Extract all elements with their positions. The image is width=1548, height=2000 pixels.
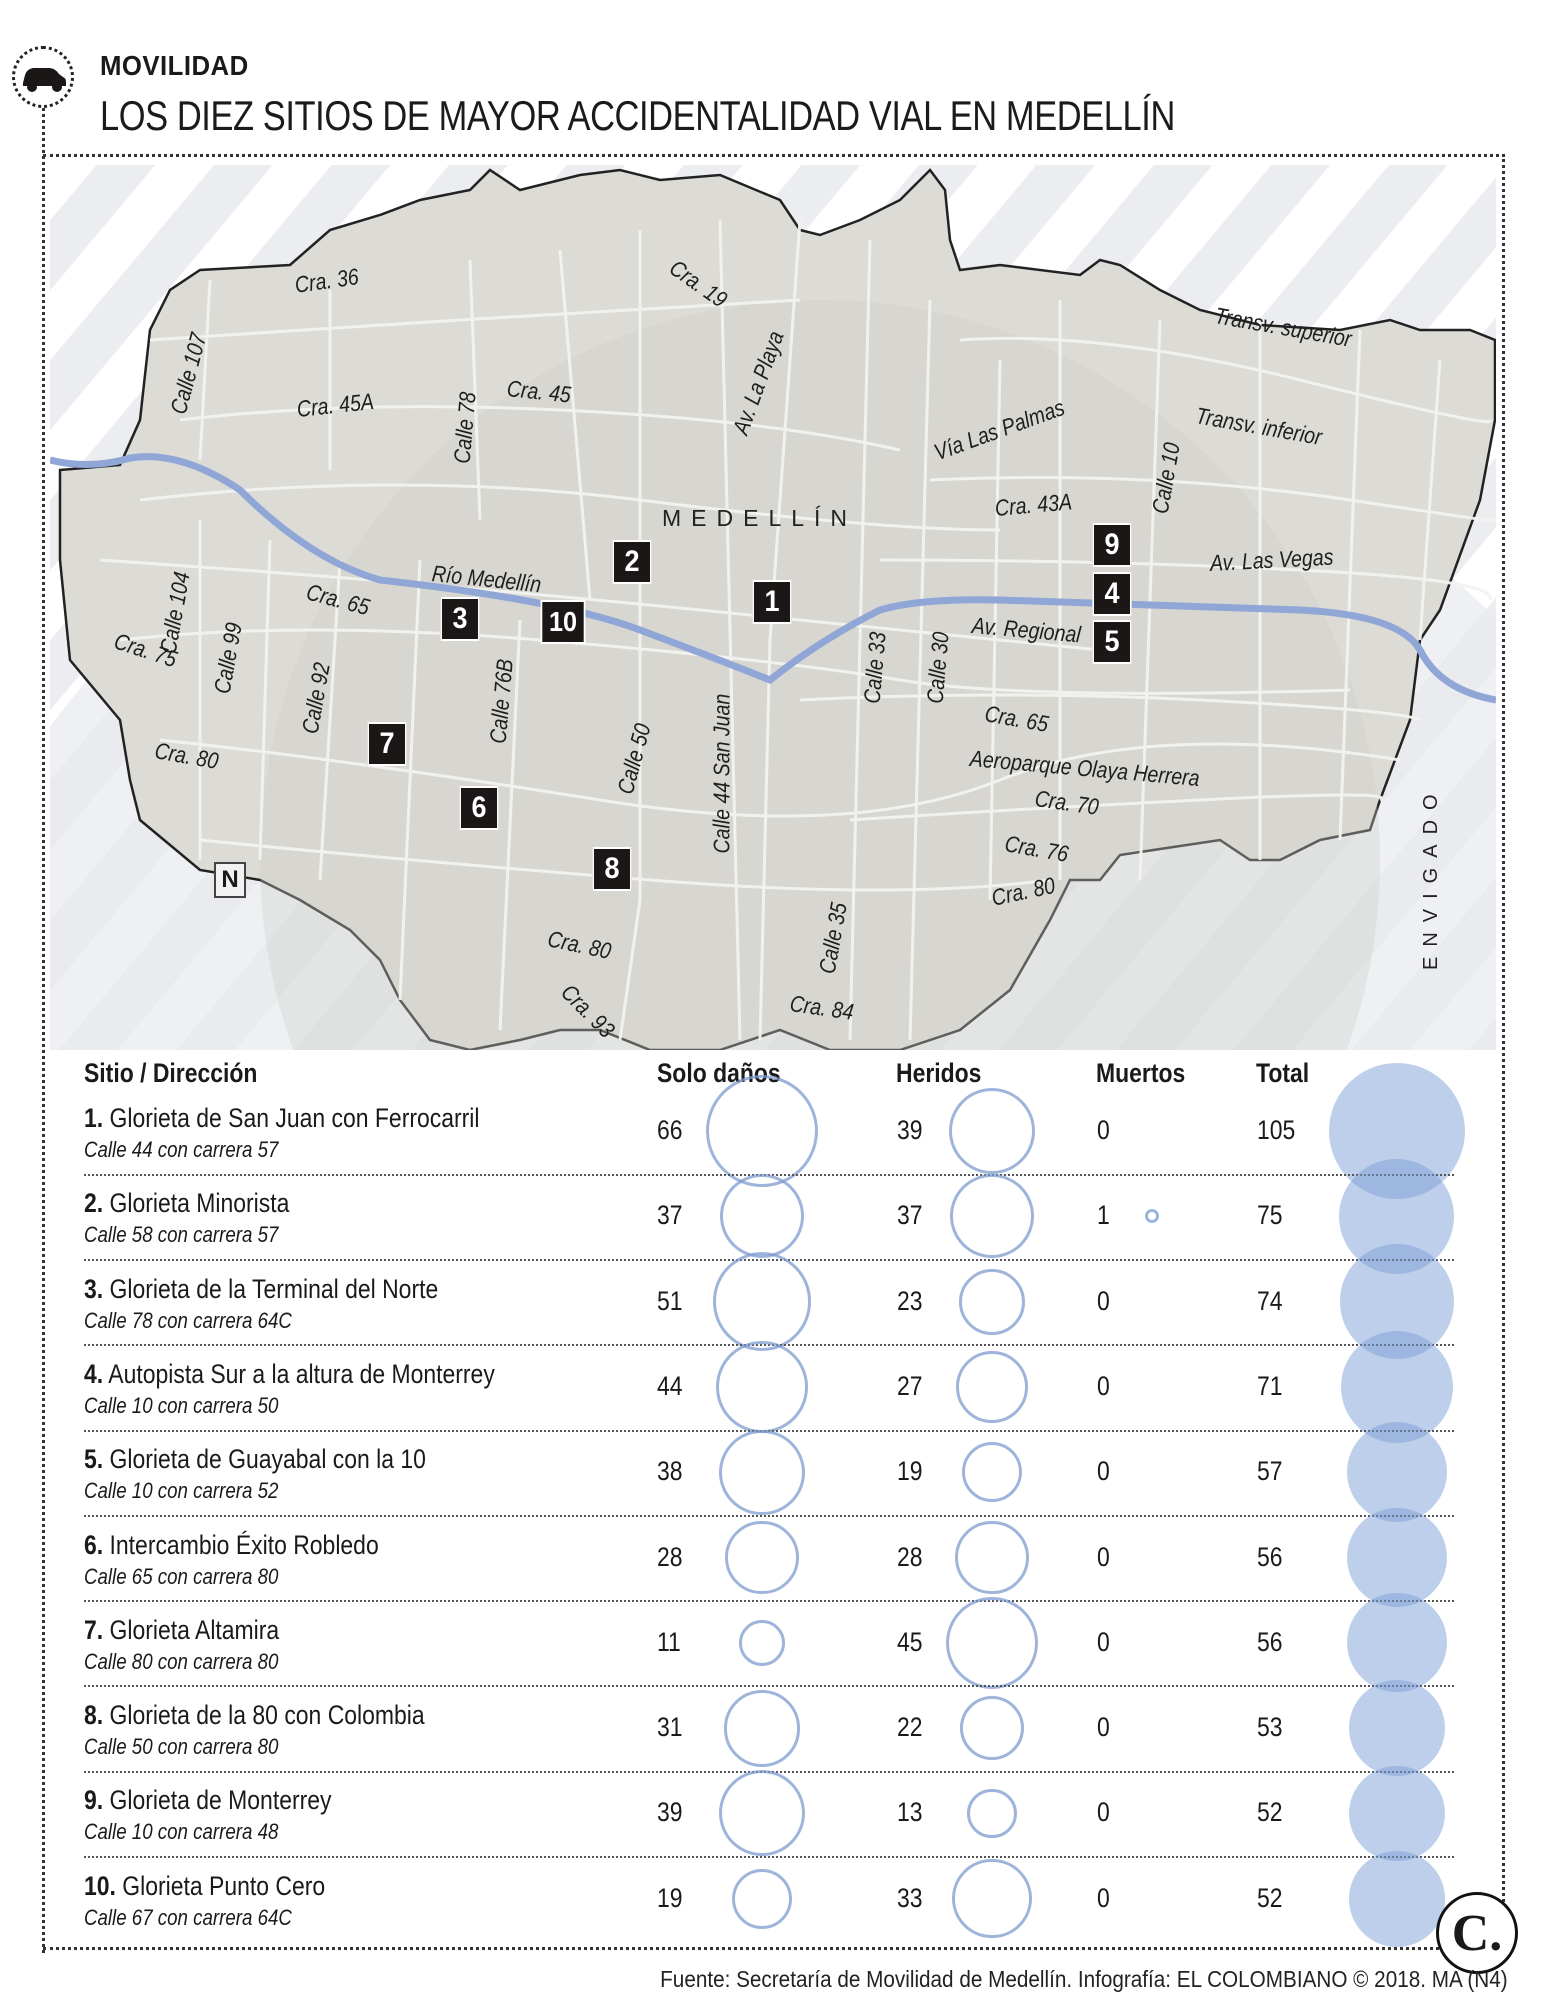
street-label: Calle 44 San Juan — [708, 693, 735, 854]
total-value: 53 — [1257, 1712, 1283, 1743]
site-address: Calle 65 con carrera 80 — [84, 1563, 279, 1589]
site-address: Calle 10 con carrera 48 — [84, 1819, 279, 1845]
muertos-value: 0 — [1097, 1882, 1110, 1913]
site-rank: 7. — [84, 1614, 104, 1645]
solo-danos-value: 11 — [657, 1626, 681, 1657]
muertos-value: 0 — [1097, 1626, 1110, 1657]
total-value: 52 — [1257, 1882, 1283, 1913]
solo-danos-value: 51 — [657, 1285, 683, 1316]
north-arrow-icon — [214, 862, 246, 898]
street-label: Vía Las Palmas — [930, 393, 1068, 466]
site-name-text: Glorieta de San Juan con Ferrocarril — [109, 1103, 480, 1133]
street-label: Calle 35 — [813, 900, 852, 976]
site-name-text: Glorieta Minorista — [109, 1188, 290, 1219]
site-name-text: Glorieta Altamira — [109, 1614, 280, 1645]
street-label: Calle 107 — [164, 330, 212, 417]
source-credit: Fuente: Secretaría de Movilidad de Medellín. Infografía: EL COLOMBIANO © 2018. MA (N4) — [660, 1966, 1508, 1992]
north-label: N — [221, 866, 239, 893]
street-label: Cra. 65 — [982, 700, 1051, 737]
total-value: 105 — [1257, 1115, 1296, 1145]
street-label: Cra. 93 — [556, 978, 620, 1043]
heridos-value: 39 — [897, 1115, 923, 1145]
marker-number: 5 — [1104, 625, 1120, 658]
solo-danos-value: 28 — [657, 1541, 683, 1572]
row-separator — [84, 1600, 1454, 1602]
street-label: Cra. 43A — [993, 488, 1073, 521]
muertos-value: 0 — [1097, 1370, 1110, 1401]
site-name — [84, 1274, 438, 1305]
marker-number: 8 — [604, 852, 620, 885]
muertos-value: 0 — [1097, 1115, 1110, 1145]
site-address: Calle 78 con carrera 64C — [84, 1307, 292, 1333]
site-address: Calle 10 con carrera 52 — [84, 1478, 279, 1504]
street-label: Cra. 76 — [1002, 830, 1071, 867]
total-value: 56 — [1257, 1541, 1283, 1572]
site-name-text: Glorieta de Monterrey — [109, 1785, 332, 1816]
street-label: Calle 10 — [1146, 440, 1185, 516]
street-label: Calle 78 — [448, 390, 481, 465]
site-rank: 10. — [84, 1870, 116, 1901]
row-separator — [84, 1856, 1454, 1858]
street-label: Cra. 45A — [295, 388, 376, 422]
site-name-text: Glorieta de la Terminal del Norte — [109, 1273, 439, 1304]
site-rank: 1. — [84, 1103, 104, 1133]
heridos-value: 22 — [897, 1712, 923, 1743]
solo-danos-value: 38 — [657, 1456, 683, 1487]
map-marker-3[interactable] — [440, 597, 480, 641]
site-name-text: Glorieta Punto Cero — [122, 1870, 326, 1901]
site-name — [84, 1871, 325, 1902]
section-badge — [12, 46, 74, 108]
neighbor-municipality-label: ENVIGADO — [1420, 784, 1442, 970]
street-label: Calle 104 — [154, 569, 195, 656]
marker-number: 6 — [471, 791, 487, 824]
street-label: Cra. 65 — [303, 578, 373, 621]
map-marker-10[interactable] — [541, 600, 586, 644]
city-label: MEDELLÍN — [662, 505, 858, 531]
row-separator — [84, 1685, 1454, 1687]
street-label: Aeroparque Olaya Herrera — [968, 745, 1201, 792]
site-name — [84, 1615, 279, 1646]
column-header-muertos: Muertos — [1096, 1058, 1186, 1088]
marker-number: 1 — [764, 585, 780, 618]
column-header-heridos: Heridos — [896, 1058, 982, 1088]
heridos-value: 19 — [897, 1456, 923, 1487]
street-label: Río Medellín — [430, 560, 543, 598]
section-kicker: MOVILIDAD — [100, 50, 249, 81]
street-label: Cra. 19 — [664, 254, 733, 313]
solo-danos-value: 66 — [657, 1115, 683, 1145]
map-marker-9[interactable] — [1092, 523, 1132, 567]
site-name — [84, 1103, 479, 1134]
site-address: Calle 58 con carrera 57 — [84, 1222, 279, 1248]
street-label: Cra. 75 — [111, 627, 181, 673]
street-label: Av. Regional — [970, 612, 1082, 648]
total-value: 56 — [1257, 1626, 1283, 1657]
marker-number: 2 — [624, 545, 640, 578]
street-label: Calle 33 — [858, 630, 891, 705]
logo-text: C. — [1451, 1904, 1503, 1962]
muertos-value: 0 — [1097, 1712, 1110, 1743]
map-labels — [50, 165, 1496, 1050]
muertos-value: 0 — [1097, 1797, 1110, 1828]
map-marker-8[interactable] — [592, 847, 632, 891]
total-value: 52 — [1257, 1797, 1283, 1828]
total-value: 75 — [1257, 1200, 1283, 1231]
site-name — [84, 1188, 289, 1219]
solo-danos-value: 37 — [657, 1200, 683, 1231]
page-title: LOS DIEZ SITIOS DE MAYOR ACCIDENTALIDAD VIAL EN MEDELLÍN — [100, 92, 1175, 139]
site-address: Calle 50 con carrera 80 — [84, 1734, 279, 1760]
site-name — [84, 1444, 426, 1475]
street-label: Transv. superior — [1212, 302, 1354, 352]
muertos-value: 0 — [1097, 1541, 1110, 1572]
street-label: Cra. 84 — [788, 990, 856, 1025]
row-separator — [84, 1515, 1454, 1517]
solo-danos-value: 19 — [657, 1882, 683, 1913]
site-rank: 9. — [84, 1785, 104, 1816]
map-marker-2[interactable] — [612, 540, 652, 584]
muertos-value: 0 — [1097, 1456, 1110, 1487]
map-marker-5[interactable] — [1092, 620, 1132, 664]
el-colombiano-logo-icon — [1436, 1892, 1518, 1974]
marker-number: 10 — [548, 606, 578, 637]
street-label: Cra. 70 — [1033, 785, 1101, 820]
street-label: Av. Las Vegas — [1209, 543, 1335, 576]
marker-number: 3 — [452, 602, 468, 635]
site-name-text: Intercambio Éxito Robledo — [109, 1529, 379, 1560]
heridos-value: 28 — [897, 1541, 923, 1572]
street-label: Transv. inferior — [1193, 402, 1324, 450]
site-name-text: Glorieta de la 80 con Colombia — [109, 1700, 425, 1731]
map — [50, 165, 1496, 1050]
site-name — [84, 1785, 331, 1816]
marker-number: 7 — [379, 727, 395, 760]
site-address: Calle 67 con carrera 64C — [84, 1904, 292, 1930]
site-rank: 2. — [84, 1188, 104, 1219]
heridos-value: 45 — [897, 1626, 923, 1657]
solo-danos-value: 39 — [657, 1797, 683, 1828]
heridos-value: 27 — [897, 1370, 923, 1401]
site-rank: 8. — [84, 1700, 104, 1731]
solo-danos-value: 31 — [657, 1712, 683, 1743]
street-label: Calle 92 — [296, 660, 335, 736]
heridos-value: 13 — [897, 1797, 923, 1828]
street-label: Cra. 80 — [989, 871, 1058, 911]
street-label: Cra. 80 — [545, 925, 614, 965]
solo-danos-value: 44 — [657, 1370, 683, 1401]
site-rank: 3. — [84, 1273, 104, 1304]
marker-number: 4 — [1104, 577, 1120, 610]
site-name-text: Autopista Sur a la altura de Monterrey — [108, 1358, 495, 1389]
column-header-total: Total — [1256, 1058, 1310, 1088]
street-label: Calle 99 — [208, 620, 247, 696]
street-label: Av. La Playa — [727, 327, 789, 438]
street-label: Calle 50 — [611, 720, 656, 797]
map-marker-4[interactable] — [1092, 572, 1132, 616]
site-rank: 6. — [84, 1529, 104, 1560]
site-address: Calle 80 con carrera 80 — [84, 1648, 279, 1674]
site-name — [84, 1700, 425, 1731]
site-name — [84, 1359, 495, 1390]
column-header-site: Sitio / Dirección — [84, 1058, 258, 1088]
heridos-value: 33 — [897, 1882, 923, 1913]
site-rank: 5. — [84, 1444, 104, 1475]
map-marker-6[interactable] — [459, 786, 499, 830]
site-address: Calle 10 con carrera 50 — [84, 1392, 279, 1418]
heridos-value: 37 — [897, 1200, 923, 1231]
map-marker-1[interactable] — [752, 580, 792, 624]
muertos-value: 1 — [1097, 1200, 1110, 1231]
total-value: 74 — [1257, 1285, 1283, 1316]
street-label: Cra. 45 — [505, 375, 573, 408]
street-label: Cra. 36 — [293, 263, 361, 298]
total-value: 71 — [1257, 1370, 1283, 1401]
muertos-value: 0 — [1097, 1285, 1110, 1316]
site-address: Calle 44 con carrera 57 — [84, 1137, 279, 1162]
street-label: Cra. 80 — [152, 737, 221, 774]
heridos-value: 23 — [897, 1285, 923, 1316]
marker-number: 9 — [1104, 528, 1120, 561]
site-name — [84, 1530, 379, 1561]
site-rank: 4. — [84, 1358, 104, 1389]
column-header-solo-danos: Solo daños — [657, 1058, 781, 1088]
table-row — [84, 1871, 1454, 1956]
map-marker-7[interactable] — [367, 722, 407, 766]
street-label: Calle 76B — [484, 657, 518, 745]
site-name-text: Glorieta de Guayabal con la 10 — [109, 1444, 426, 1475]
car-icon — [15, 49, 71, 105]
street-label: Calle 30 — [921, 630, 954, 705]
total-value: 57 — [1257, 1456, 1283, 1487]
